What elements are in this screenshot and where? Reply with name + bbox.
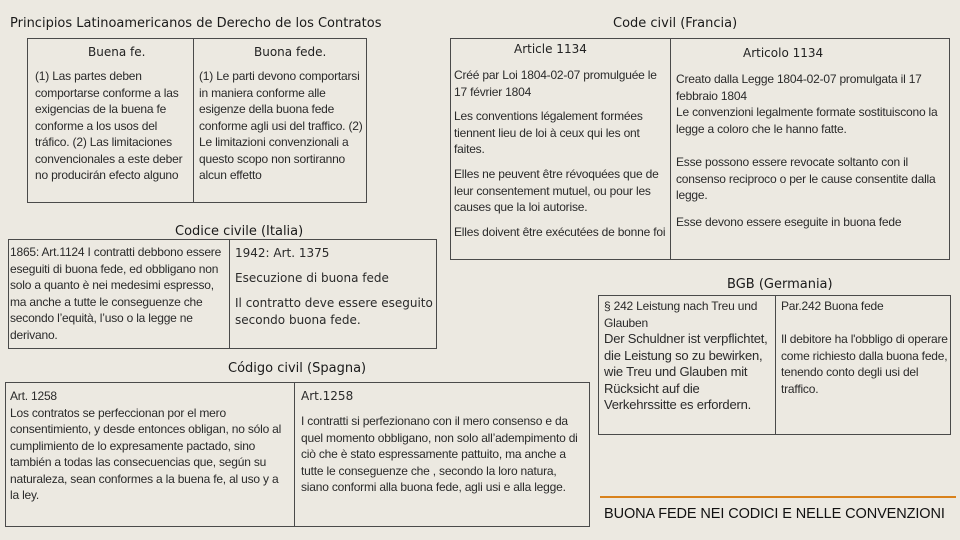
francia-left-p4: Elles doivent être exécutées de bonne foi — [454, 225, 666, 239]
francia-right-head: Articolo 1134 — [743, 46, 824, 60]
latin-right-head: Buona fede. — [254, 45, 327, 59]
italia-divider — [229, 239, 230, 349]
latin-title: Principios Latinoamericanos de Derecho de los Contratos — [10, 16, 382, 31]
latin-right-text: (1) Le parti devono comportarsi in maniera conforme alle esigenze della buona fede conforme agli usi del traffico. (2) Le limitazioni convenzionali a questo scopo non sortiranno alcun effetto — [199, 69, 363, 182]
italia-right-sub: Esecuzione di buona fede — [235, 271, 389, 285]
spagna-left-text: Art. 1258 Los contratos se perfeccionan por el mero consentimiento, y desde entonces obligan, no sólo al cumplimiento de lo expresamente pactado, sino también a todas las consecuencias que, según su naturaleza, sean conformes a la buena fe, al uso y a la ley. — [10, 389, 282, 502]
francia-right-p3: Esse possono essere revocate soltanto con il consenso reciproco o per le cause consentite dalla legge. — [676, 155, 936, 202]
italia-title: Codice civile (Italia) — [175, 224, 304, 239]
italia-right-text: Il contratto deve essere eseguito secondo buona fede. — [235, 296, 433, 327]
latin-divider — [193, 38, 194, 203]
bgb-right-text: Il debitore ha l'obbligo di operare come richiesto dalla buona fede, tenendo conto degli usi del traffico. — [781, 332, 948, 396]
francia-right-p4: Esse devono essere eseguite in buona fede — [676, 215, 902, 229]
bgb-divider — [775, 295, 776, 435]
footer-accent-line — [600, 496, 956, 498]
francia-left-p2: Les conventions légalement formées tiennent lieu de loi à ceux qui les ont faites. — [454, 109, 643, 156]
francia-left-p3: Elles ne peuvent être révoquées que de leur consentement mutuel, ou pour les causes que la loi autorise. — [454, 167, 659, 214]
francia-left-head: Article 1134 — [514, 42, 587, 56]
francia-left-p1: Créé par Loi 1804-02-07 promulguée le 17 février 1804 — [454, 68, 657, 99]
bgb-left-text: Der Schuldner ist verpflichtet, die Leistung so zu bewirken, wie Treu und Glauben mit Rücksicht auf die Verkehrssitte es erfordern. — [604, 331, 768, 412]
italia-right-head: 1942: Art. 1375 — [235, 246, 330, 260]
bgb-left-head: § 242 Leistung nach Treu und Glauben — [604, 299, 758, 330]
italia-left-text: 1865: Art.1124 I contratti debbono essere eseguiti di buona fede, ed obbligano non solo a quanto è nei medesimi espresso, ma anche a tutte le conseguenze che secondo l’equità, l’uso o la legge ne derivano. — [10, 245, 222, 342]
francia-right-p2: Le convenzioni legalmente formate sostituiscono la legge a coloro che le hanno fatte. — [676, 105, 938, 136]
latin-left-head: Buena fe. — [88, 45, 146, 59]
spagna-right-text: I contratti si perfezionano con il mero consenso e da quel momento obbligano, non solo all’adempimento di ciò che è stato espressamente pattuito, ma anche a tutte le conseguenze che , secondo la loro natura, siano conformi alla buona fede, agli usi e alla legge. — [301, 414, 578, 494]
francia-title: Code civil (Francia) — [613, 16, 738, 31]
bgb-right-head: Par.242 Buona fede — [781, 299, 884, 313]
spagna-divider — [294, 382, 295, 527]
spagna-right-head: Art.1258 — [301, 389, 354, 403]
spagna-title: Código civil (Spagna) — [228, 361, 367, 376]
latin-left-text: (1) Las partes deben comportarse conforme a las exigencias de la buena fe conforme a los usos del tráfico. (2) Las limitaciones convencionales a este deber no producirán efecto alguno — [35, 69, 183, 182]
footer-title: BUONA FEDE NEI CODICI E NELLE CONVENZIONI — [604, 506, 945, 522]
francia-right-p1: Creato dalla Legge 1804-02-07 promulgata il 17 febbraio 1804 — [676, 72, 922, 103]
francia-divider — [670, 38, 671, 260]
bgb-title: BGB (Germania) — [727, 277, 833, 292]
